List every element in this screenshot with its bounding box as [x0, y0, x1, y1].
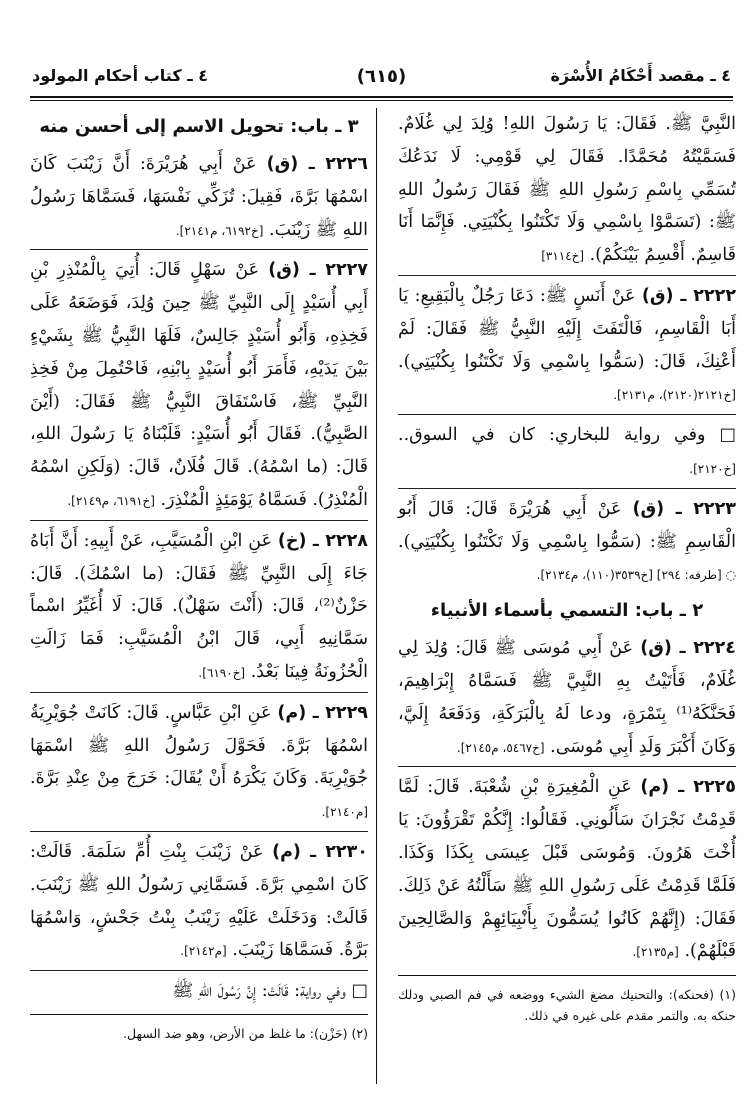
hadith-2230-note: □ وفي رواية: قَالَتْ: إِنَّ رَسُولَ اللهِ ﷺ	[172, 981, 368, 1002]
separator	[398, 275, 736, 276]
hadith-number: ٢٢٢٧ ـ (ق)	[268, 260, 368, 281]
footnote-rule	[30, 1014, 368, 1015]
separator	[30, 831, 368, 832]
hadith-number: ٢٢٢٦ ـ (ق)	[266, 154, 368, 174]
page-number: (٦١٥)	[356, 66, 407, 87]
hadith-text: عَنِ ابْنِ عَبَّاسٍ. قَالَ: كَانَتْ جُوَيْرِيَةُ اسْمُهَا بَرَّةَ. فَحَوَّلَ رَسُولُ اللهِ ﷺ اسْمَهَا جُوَيْرِيَةَ. وَكَانَ يَكْرَهُ أَنْ يُقَالَ: خَرَجَ مِنْ عِنْدِ بَرَّةَ.	[30, 702, 368, 789]
hadith-reference: [خ٢١٢٠].	[689, 461, 736, 476]
separator	[30, 249, 368, 250]
hadith-number: ٢٢٣٠ ـ (م)	[272, 841, 368, 862]
separator	[30, 692, 368, 693]
separator	[30, 520, 368, 521]
footnote: (٢) (حَزْن): ما غلظ من الأرض، وهو ضد السهل.	[123, 1025, 368, 1041]
hadith-reference: [خ٣١١٤]	[541, 249, 585, 264]
hadith-reference: [خ٦١٩١، م٢١٤٩].	[67, 493, 155, 508]
header-section-title: ٤ ـ مقصد أَحْكَامُ الأُسْرَة	[550, 66, 731, 85]
header-rule	[30, 96, 733, 101]
hadith-text: عَنْ أَنَسٍ ﷺ: دَعَا رَجُلٌ بِالْبَقِيعِ: يَا أَبَا الْقَاسِمِ، فَالْتَفَتَ إِلَيْهِ النَّبِيُّ ﷺ فَقَالَ: لَمْ أَعْنِكَ، قَالَ: (سَمُّوا بِاسْمِي وَلَا تَكْتَنُوا بِكُنْيَتِي).	[398, 285, 736, 372]
hadith-2226	[30, 148, 368, 247]
hadith-number: ٢٢٢٨ ـ (خ)	[277, 530, 368, 551]
hadith-continuation: النَّبِيَّ ﷺ. فَقَالَ: يَا رَسُولَ اللهِ! وُلِدَ لِي غُلَامٌ. فَسَمَّيْتُهُ مُحَمَّدًا. فَقَالَ لِي قَوْمِي: لَا نَدَعُكَ تُسَمِّي بِاسْمِ رَسُولِ اللهِ ﷺ فَقَالَ رَسُولُ اللهِ ﷺ: (تَسَمَّوْا بِاسْمِي وَلَا تَكْتَنُوا بِكُنْيَتِي. فَإِنَّمَا أَنَا قَاسِمٌ. أَقْسِمُ بَيْنَكُمْ). [خ٣١١٤]	[398, 114, 736, 266]
hadith-2230	[30, 836, 368, 968]
hadith-number: ٢٢٢٣ ـ (ق)	[632, 498, 736, 519]
hadith-reference: [خ٢١٢١(٢١٢٠)، م٢١٣١].	[613, 388, 736, 403]
hadith-2222-note	[398, 419, 736, 486]
hadith-text: عَنْ أَبِي هُرَيْرَةَ: أَنَّ زَيْنَبَ كَانَ اسْمُهَا بَرَّةَ، فَقِيلَ: تُزَكِّي نَفْسَهَا، فَسَمَّاهَا رَسُولُ اللهِ ﷺ زَيْنَبَ.	[30, 154, 368, 240]
column-divider	[376, 108, 377, 1084]
footnote-rule	[398, 975, 736, 976]
hadith-text: عَنْ سَهْلٍ قَالَ: أُتِيَ بِالْمُنْذِرِ بْنِ أَبِي أُسَيْدٍ إِلَى النَّبِيِّ ﷺ حِينَ وُلِدَ، فَوَضَعَهُ عَلَى فَخِذِهِ، وَأَبُو أُسَيْدٍ جَالِسٌ، فَلَهَا النَّبِيُّ ﷺ بِشَيْءٍ بَيْنَ يَدَيْهِ، فَأَمَرَ أَبُو أُسَيْدٍ بِابْنِهِ، فَاحْتُمِلَ مِنْ فَخِذِ النَّبِيِّ ﷺ، فَاسْتَفَاقَ النَّبِيُّ ﷺ فَقَالَ: (أَيْنَ الصَّبِيُّ). فَقَالَ أَبُو أُسَيْدٍ: قَلَبْنَاهُ يَا رَسُولَ اللهِ، قَالَ: (ما اسْمُهُ). قَالَ فُلَانٌ، قَالَ: (وَلَكِنِ اسْمُهُ الْمُنْذِرُ). فَسَمَّاهُ يَوْمَئِذٍ الْمُنْذِرَ.	[30, 260, 368, 510]
hadith-text: عَنْ زَيْنَبَ بِنْتِ أُمِّ سَلَمَةَ. قَالَتْ: كَانَ اسْمِي بَرَّةَ. فَسَمَّانِي رَسُولُ اللهِ ﷺ زَيْنَبَ. قَالَتْ: وَدَخَلَتْ عَلَيْهِ زَيْنَبُ بِنْتُ جَحْشٍ، وَاسْمُهَا بَرَّةُ. فَسَمَّاهَا زَيْنَبَ.	[30, 841, 368, 961]
separator	[398, 414, 736, 415]
hadith-reference: [م٢١٤٠].	[321, 805, 368, 820]
hadith-2222	[398, 280, 736, 412]
hadith-number: ٢٢٢٩ ـ (م)	[277, 702, 368, 723]
separator	[30, 970, 368, 971]
hadith-text: عَنْ أَبِي مُوسَى ﷺ قَالَ: وُلِدَ لِي غُلَامٌ، فَأَتَيْتُ بِهِ النَّبِيَّ ﷺ فَسَمَّاهُ إِبْرَاهِيمَ، فَحَنَّكَهُ⁽¹⁾ بِتَمْرَةٍ، ودعا لَهُ بِالْبَرَكَةِ، وَدَفَعَهُ إِلَيَّ، وَكَانَ أَكْبَرَ وَلَدِ أَبِي مُوسَى.	[398, 638, 736, 757]
right-column	[398, 108, 736, 1078]
riwaya-note: □ وفي رواية للبخاري: كان في السوق..	[398, 425, 736, 446]
chapter-heading: ٢ ـ باب: التسمي بأسماء الأنبياء	[430, 600, 704, 622]
hadith-reference: [م٢١٤٢].	[180, 944, 227, 959]
hadith-2225	[398, 771, 736, 969]
hadith-number: ٢٢٢٤ ـ (ق)	[640, 638, 736, 659]
hadith-reference: ◌ [طرفه: ٢٩٤] [خ٣٥٣٩(١١٠)، م٢١٣٤].	[536, 568, 736, 583]
hadith-text: عَنِ الْمُغِيرَةِ بْنِ شُعْبَةَ. قَالَ: لَمَّا قَدِمْتُ نَجْرَانَ سَأَلُونِي. فَقَالُوا: إِنَّكُمْ تَقْرَؤُونَ: يَا أُخْتَ هَرُونَ. وَمُوسَى قَبْلَ عِيسَى بِكَذَا وَكَذَا. فَلَمَّا قَدِمْتُ عَلَى رَسُولِ اللهِ ﷺ سَأَلْتُهُ عَنْ ذَلِكَ. فَقَالَ: (إِنَّهُمْ كَانُوا يُسَمُّونَ بِأَنْبِيَائِهِمْ وَالصَّالِحِينَ قَبْلَهُمْ).	[398, 777, 736, 962]
hadith-2229	[30, 697, 368, 829]
header-book-title: ٤ ـ كتاب أحكام المولود	[32, 66, 208, 85]
hadith-2228	[30, 525, 368, 690]
footnote: (١) (فحنكه): والتحنيك مضغ الشيء ووضعه في فم الصبي ودلك حنكه به. والتمر مقدم على غيره في ذلك.	[398, 987, 736, 1024]
separator	[398, 488, 736, 489]
hadith-text: عَنْ أَبِي هُرَيْرَةَ قَالَ: قَالَ أَبُو الْقَاسِمِ ﷺ: (سَمُّوا بِاسْمِي وَلَا تَكْتَنُوا بِكُنْيَتِي).	[398, 498, 736, 552]
hadith-reference: [خ٦١٩٠].	[198, 665, 246, 680]
separator	[398, 766, 736, 767]
hadith-2224	[398, 632, 736, 764]
chapter-heading: ٣ ـ باب: تحويل الاسم إلى أحسن منه	[39, 116, 359, 137]
hadith-number: ٢٢٢٥ ـ (م)	[640, 777, 736, 798]
hadith-2223	[398, 493, 736, 592]
hadith-number: ٢٢٢٢ ـ (ق)	[641, 285, 737, 306]
hadith-reference: [خ٥٤٦٧، م٢١٤٥].	[456, 740, 545, 755]
page-header	[30, 58, 733, 100]
hadith-reference: [خ٦١٩٢، م٢١٤١].	[175, 223, 264, 238]
left-column	[30, 108, 368, 1078]
hadith-reference: [م٢١٣٥].	[632, 945, 679, 960]
hadith-2227	[30, 254, 368, 517]
hadith-text: عَنِ ابْنِ الْمُسَيَّبِ، عَنْ أَبِيهِ: أَنَّ أَبَاهُ جَاءَ إِلَى النَّبِيِّ ﷺ فَقَالَ: (ما اسْمُكَ). قَالَ: حَزْنٌ⁽²⁾، قَالَ: (أَنْتَ سَهْلٌ). قَالَ: لَا أُغَيِّرُ اسْماً سَمَّانِيهِ أَبِي، قَالَ ابْنُ الْمُسَيَّبِ: فَمَا زَالَتِ الْحُزُونَةُ فِينَا بَعْدُ.	[30, 530, 368, 682]
